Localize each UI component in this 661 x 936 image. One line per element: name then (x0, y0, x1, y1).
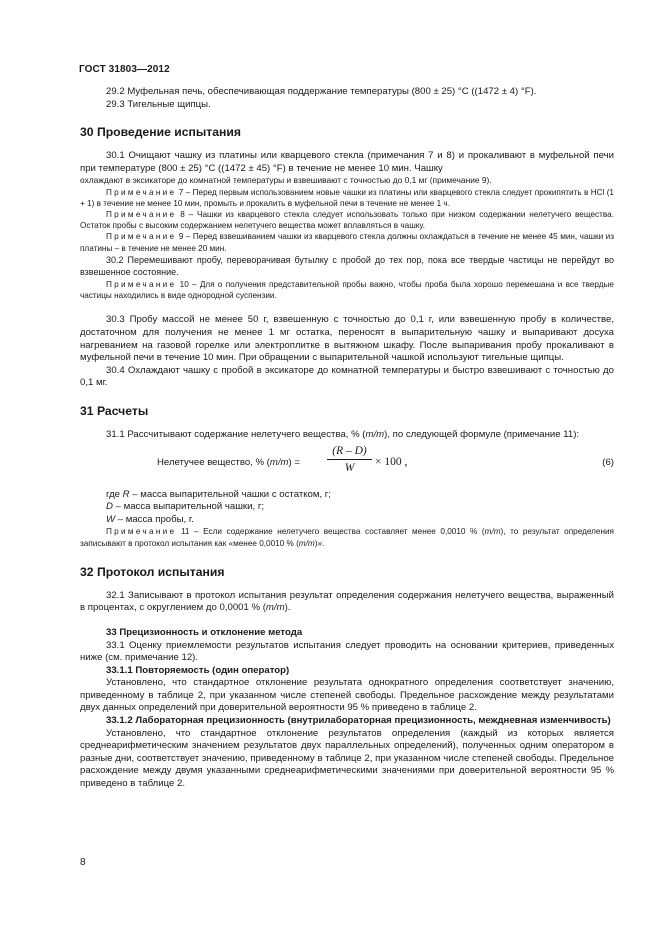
text-run: – масса выпарительной чашки, г; (112, 501, 264, 513)
text-run: – Если содержание нелетучего вещества составляет менее 0,0010 % ( (189, 527, 485, 537)
text-run: ) = (288, 456, 301, 468)
where-r (80, 489, 614, 502)
note-label: Примечание (106, 279, 177, 289)
para-31-1 (80, 429, 614, 442)
text-run: Нелетучее вещество, % ( (157, 456, 270, 468)
text-run: – масса пробы, г. (115, 513, 194, 525)
formula-numerator: (R – D) (327, 445, 372, 460)
para-29-3: 29.3 Тигельные щипцы. (106, 98, 211, 110)
symbol-w: W (106, 513, 116, 525)
section-31-title: 31 Расчеты (80, 403, 149, 418)
para-30-1: 30.1 Очищают чашку из платины или кварцевого стекла (примечания 7 и 8) и прокаливают в муфельной печи при температуре (800 ± 25) °С ((1472 ± 45) °F) в течение не менее 10 мин. Чашку (80, 150, 614, 174)
para-33-1-1: Установлено, что стандартное отклонение результата однократного определения соответствует значению, приведенному в таблице 2, при указанном числе степеней свободы. Предельное расхождение между результатами двух данных определений при доверительной вероятности 95 % приведено в таблице 2. (80, 677, 614, 714)
where-w (80, 514, 614, 527)
unit-mm: m/m (265, 602, 285, 614)
note-label: Примечание (106, 527, 177, 537)
note-7 (80, 187, 614, 209)
note-number: 10 (176, 279, 189, 289)
where-d (80, 501, 614, 514)
document-id-header: ГОСТ 31803—2012 (79, 64, 170, 75)
note-8 (80, 209, 614, 231)
equation-number: (6) (602, 456, 614, 468)
formula-lhs (157, 457, 300, 468)
note-label: Примечание (106, 187, 177, 197)
note-text: – Перед взвешиванием чашки из кварцевого стекла должны охлаждаться в течение не менее 45 мин, чашки из платины – в течение не менее 20 мин. (80, 232, 614, 253)
text-run: ), то результат определения записывают в протокол испытания как «менее 0,0010 % ( (80, 527, 614, 548)
unit-mm: m/m (269, 456, 289, 468)
formula-6 (80, 445, 614, 485)
text-run: ), по следующей формуле (примечание 11): (384, 428, 580, 440)
symbol-d: D (106, 501, 113, 513)
text-run: )». (314, 538, 325, 548)
text-run: где (106, 488, 123, 500)
para-30-3: 30.3 Пробу массой не менее 50 г, взвешенную с точностью до 0,1 г, или взвешенную пробу в количестве, достаточном для получения не менее 1 мг остатка, переносят в выпарительную чашку и выпаривают досуха нагреванием на газовой горелке или электроплитке в вытяжном шкафу. После выпаривания пробу прокаливают в муфельной печи в течение 10 мин. При обращении с выпарительной чашкой используют тигельные щипцы. (80, 314, 614, 364)
para-32-1 (80, 590, 614, 615)
subsection-33-1-2-title: 33.1.2 Лабораторная прецизионность (внутрилабораторная прецизионность, междневная изменчивость) (106, 715, 611, 727)
note-number: 7 (176, 187, 184, 197)
note-10 (80, 279, 614, 301)
formula-denominator: W (344, 461, 355, 474)
unit-mm: m/m (298, 538, 315, 548)
text-run: 32.1 Записывают в протокол испытания результат определения содержания нелетучего вещества, выраженный в процентах, с округлением до 0,0001 % ( (80, 589, 614, 614)
section-30-title: 30 Проведение испытания (80, 125, 241, 140)
page-number: 8 (80, 857, 86, 868)
para-30-4: 30.4 Охлаждают чашку с пробой в эксикаторе до комнатной температуры и быстро взвешивают с точностью до 0,1 мг. (80, 364, 614, 389)
note-text: – Перед первым использованием новые чашки из платины или кварцевого стекла следует прокипятить в HCl (1 + 1) в течение не менее 10 мин, промыть и прокалить в муфельной печи в течение не менее 1 ч. (80, 187, 614, 208)
symbol-r: R (122, 488, 130, 500)
text-run: 31.1 Рассчитывают содержание нелетучего вещества, % ( (106, 428, 366, 440)
para-33-1: 33.1 Оценку приемлемости результатов испытания следует проводить на основании критериев, приведенных ниже (см. примечание 12). (80, 639, 614, 664)
note-text: – Чашки из кварцевого стекла следует использовать только при низком содержании нелетучего вещества. Остаток пробы с высоким содержанием нелетучего вещества может вплавляться в чашку. (80, 209, 614, 231)
para-30-1-cont: охлаждают в эксикаторе до комнатной температуры и взвешивают с точностью до 0,1 мг (примечание 9). (80, 175, 492, 186)
para-29-2: 29.2 Муфельная печь, обеспечивающая поддержание температуры (800 ± 25) °С ((1472 ± 4) °F). (106, 86, 537, 97)
formula-rhs: × 100 , (375, 455, 408, 468)
note-9 (80, 231, 614, 253)
formula-fraction (327, 445, 372, 474)
note-label: Примечание (106, 232, 177, 242)
text-run: ). (284, 602, 291, 614)
note-text: – Для о получения представительной пробы важно, чтобы проба была хорошо перемешана и все твердые частицы находились в виде однородной суспензии. (80, 279, 614, 301)
section-33-title: 33 Прецизионность и отклонение метода (106, 626, 303, 638)
note-number: 11 (176, 527, 190, 537)
subsection-33-1-1-title: 33.1.1 Повторяемость (один оператор) (106, 664, 290, 676)
para-33-1-2: Установлено, что стандартное отклонение результатов определения (каждый из которых является среднеарифметическим значением результатов двух параллельных определений), полученных одним оператором в разные дни, соответствует значению, приведенному в таблице 2, при указанном числе степеней свободы. Предельное расхождение между двумя указанными среднеарифметическими значениями при доверительной вероятности 95 % приведено в таблице 2. (80, 727, 614, 790)
para-30-2: 30.2 Перемешивают пробу, переворачивая бутылку с пробой до тех пор, пока все твердые частицы не перейдут во взвешенное состояние. (80, 254, 614, 278)
document-body (80, 86, 614, 791)
note-label: Примечание (106, 209, 177, 219)
note-number: 8 (176, 209, 185, 219)
section-32-title: 32 Протокол испытания (80, 564, 225, 579)
unit-mm: m/m (484, 527, 501, 537)
note-number: 9 (176, 232, 184, 242)
unit-mm: m/m (365, 428, 385, 440)
note-11 (80, 526, 614, 548)
text-run: – масса выпарительной чашки с остатком, г; (129, 488, 331, 500)
